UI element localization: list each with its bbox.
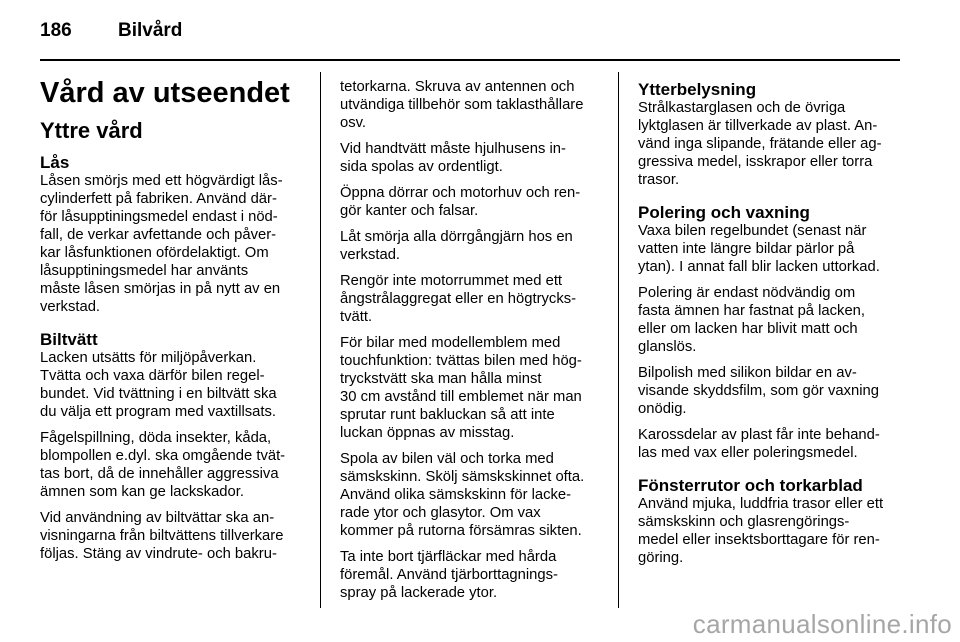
paragraph-biltvatt-1: Lacken utsätts för miljöpåverkan. Tvätta och vaxa därför bilen regel- bundet. Vid tvättning i en biltvätt ska du välja ett program med vaxtillsats.: [40, 350, 277, 420]
paragraph-middle-8: Ta inte bort tjärfläckar med hårda föremål. Använd tjärborttagnings- spray på lackerade ytor.: [340, 549, 558, 601]
heading-fonsterrutor: Fönsterrutor och torkarblad: [638, 476, 863, 495]
left-column: [40, 68, 312, 571]
heading-biltvatt: Biltvätt: [40, 330, 98, 349]
heading-las: Lås: [40, 153, 70, 172]
paragraph-polering-2: Polering är endast nödvändig om fasta ämnen har fastnat på lacken, eller om lacken har blivit matt och glanslös.: [638, 285, 866, 355]
middle-column: [340, 78, 612, 610]
paragraph-middle-7: Spola av bilen väl och torka med sämskskinn. Skölj sämskskinnet ofta. Använd olika sämskskinn för lacke- rade ytor och glasytor. Om vax kommer på rutorna försämras sikten.: [340, 451, 585, 539]
paragraph-ytterbelysning: Strålkastarglasen och de övriga lyktglasen är tillverkade av plast. An- vänd inga slipande, frätande eller ag- gressiva medel, isskrapor eller torra trasor.: [638, 100, 882, 188]
paragraph-las: Låsen smörjs med ett högvärdigt lås- cylinderfett på fabriken. Använd där- för låsupptiningsmedel endast i nöd- fall, de verkar avfettande och påver- kar låsfunktionen ofördelaktigt. Om låsupptiningsmedel har använts måste låsen smörjas in på nytt av en verkstad.: [40, 173, 283, 315]
page-heading: Vård av utseendet: [40, 77, 290, 109]
paragraph-fonsterrutor: Använd mjuka, luddfria trasor eller ett sämskskinn och glasrengörings- medel eller insektsborttagare för ren- göring.: [638, 496, 884, 566]
paragraph-middle-5: Rengör inte motorrummet med ett ångstrålaggregat eller en högtrycks- tvätt.: [340, 273, 577, 325]
paragraph-polering-4: Karossdelar av plast får inte behand- las med vax eller poleringsmedel.: [638, 427, 880, 461]
paragraph-middle-1: tetorkarna. Skruva av antennen och utvändiga tillbehör som taklasthållare osv.: [340, 79, 584, 131]
header-rule: [40, 59, 900, 61]
paragraph-biltvatt-2: Fågelspillning, döda insekter, kåda, blompollen e.dyl. ska omgående tvät- tas bort, då de innehåller aggressiva ämnen som kan ge lackskador.: [40, 430, 286, 500]
paragraph-biltvatt-3: Vid användning av biltvättar ska an- visningarna från biltvättens tillverkare följas. Stäng av vindrute- och bakru-: [40, 510, 284, 562]
paragraph-middle-6: För bilar med modellemblem med touchfunktion: tvättas bilen med hög- tryckstvätt ska man hålla minst 30 cm avstånd till emblemet när man sprutar runt bakluckan så att inte luckan öppnas av misstag.: [340, 335, 582, 441]
paragraph-polering-1: Vaxa bilen regelbundet (senast när vatten inte längre bildar pärlor på ytan). I annat fall blir lacken uttorkad.: [638, 223, 880, 275]
heading-ytterbelysning: Ytterbelysning: [638, 80, 757, 99]
subheading-yttre-vard: Yttre vård: [40, 118, 143, 143]
right-column: [638, 80, 906, 575]
section-title: Bilvård: [118, 20, 183, 41]
paragraph-middle-4: Låt smörja alla dörrgångjärn hos en verkstad.: [340, 229, 573, 263]
paragraph-polering-3: Bilpolish med silikon bildar en av- visande skyddsfilm, som gör vaxning onödig.: [638, 365, 879, 417]
page-number: 186: [40, 20, 72, 41]
column-divider-2: [618, 72, 619, 608]
paragraph-middle-2: Vid handtvätt måste hjulhusens in- sida spolas av ordentligt.: [340, 141, 566, 175]
watermark-text: carmanualsonline.info: [692, 609, 952, 639]
paragraph-middle-3: Öppna dörrar och motorhuv och ren- gör kanter och falsar.: [340, 185, 581, 219]
column-divider-1: [320, 72, 321, 608]
heading-polering: Polering och vaxning: [638, 203, 810, 222]
